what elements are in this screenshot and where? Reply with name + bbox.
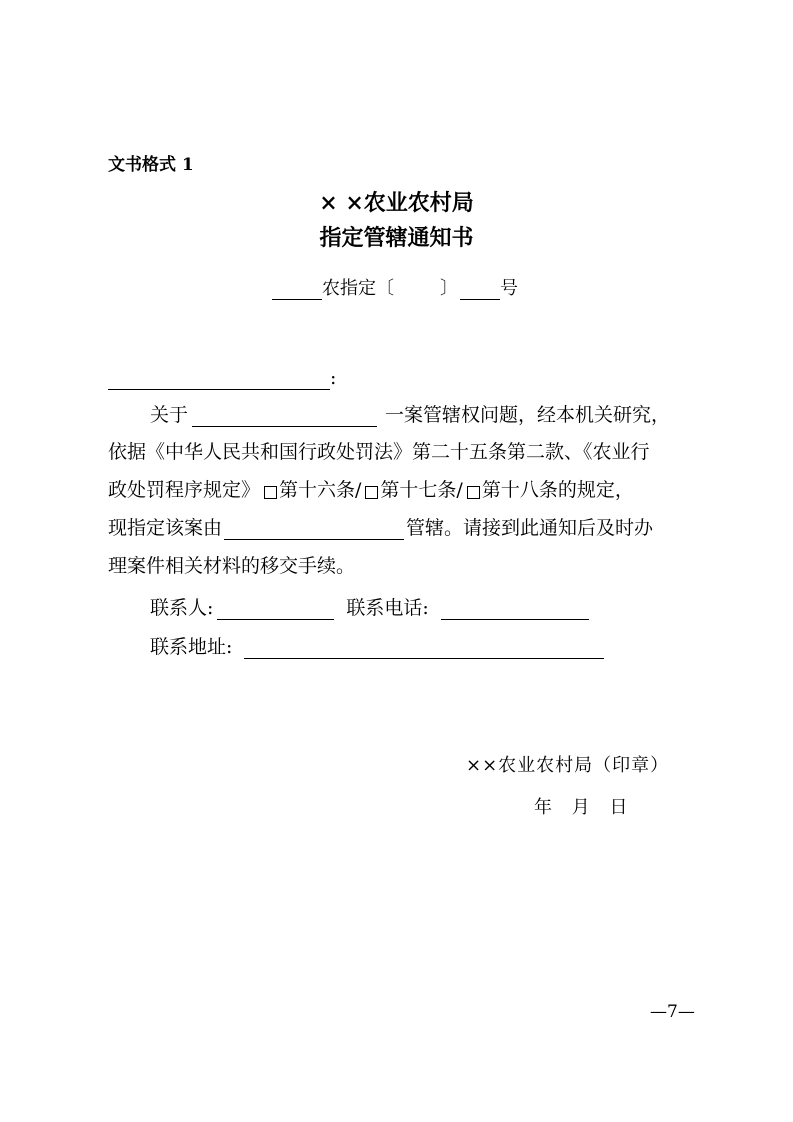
document-number-line	[272, 274, 518, 300]
checkbox-article-17[interactable]	[365, 486, 378, 499]
option-article-16-label: 第十六条/	[279, 479, 362, 501]
doc-number-label: 农指定〔	[322, 278, 394, 299]
body-line-2	[108, 440, 650, 464]
body-line-3	[108, 478, 634, 502]
doc-number-prefix-blank[interactable]	[272, 283, 322, 300]
checkbox-article-18[interactable]	[467, 486, 480, 499]
issuer-signature-seal: ××农业农村局（印章）	[466, 755, 670, 776]
issue-date: 年 月 日	[534, 797, 628, 818]
contact-person-blank[interactable]	[217, 599, 334, 620]
issuing-authority-title: × ×农业农村局	[319, 190, 474, 216]
case-name-blank[interactable]	[192, 406, 377, 427]
contact-person-label: 联系人:	[150, 597, 214, 619]
contact-address-label: 联系地址:	[150, 636, 233, 658]
recipient-colon: :	[330, 367, 337, 389]
document-title: 指定管辖通知书	[319, 225, 474, 251]
contact-address-line	[150, 635, 604, 659]
body-text: 政处罚程序规定》	[108, 479, 261, 501]
recipient-line	[108, 366, 336, 390]
doc-number-serial-blank[interactable]	[460, 283, 500, 300]
contact-phone-label: 联系电话:	[346, 597, 429, 619]
body-text: 依据《中华人民共和国行政处罚法》第二十五条第二款、《农业行	[108, 441, 650, 463]
option-article-18-label: 第十八条的规定，	[481, 479, 634, 501]
contact-phone-blank[interactable]	[441, 599, 589, 620]
doc-number-suffix: 号	[500, 278, 518, 299]
designated-authority-blank[interactable]	[224, 519, 404, 540]
page-number: —7—	[650, 1002, 695, 1022]
body-text: 关于	[150, 404, 189, 426]
body-text: 理案件相关材料的移交手续。	[108, 555, 356, 577]
body-text: 一案管辖权问题，经本机关研究，	[385, 404, 671, 426]
contact-address-blank[interactable]	[244, 638, 604, 659]
body-text: 现指定该案由	[108, 517, 223, 539]
document-format-label: 文书格式 1	[108, 155, 194, 175]
body-text: 管辖。请接到此通知后及时办	[406, 517, 654, 539]
body-line-4	[108, 516, 653, 540]
body-line-5	[108, 554, 355, 578]
recipient-blank[interactable]	[108, 369, 330, 390]
option-article-17-label: 第十七条/	[380, 479, 463, 501]
checkbox-article-16[interactable]	[264, 486, 277, 499]
body-line-1	[150, 403, 670, 427]
doc-number-bracket-close: 〕	[440, 278, 458, 299]
contact-person-line	[150, 596, 589, 620]
